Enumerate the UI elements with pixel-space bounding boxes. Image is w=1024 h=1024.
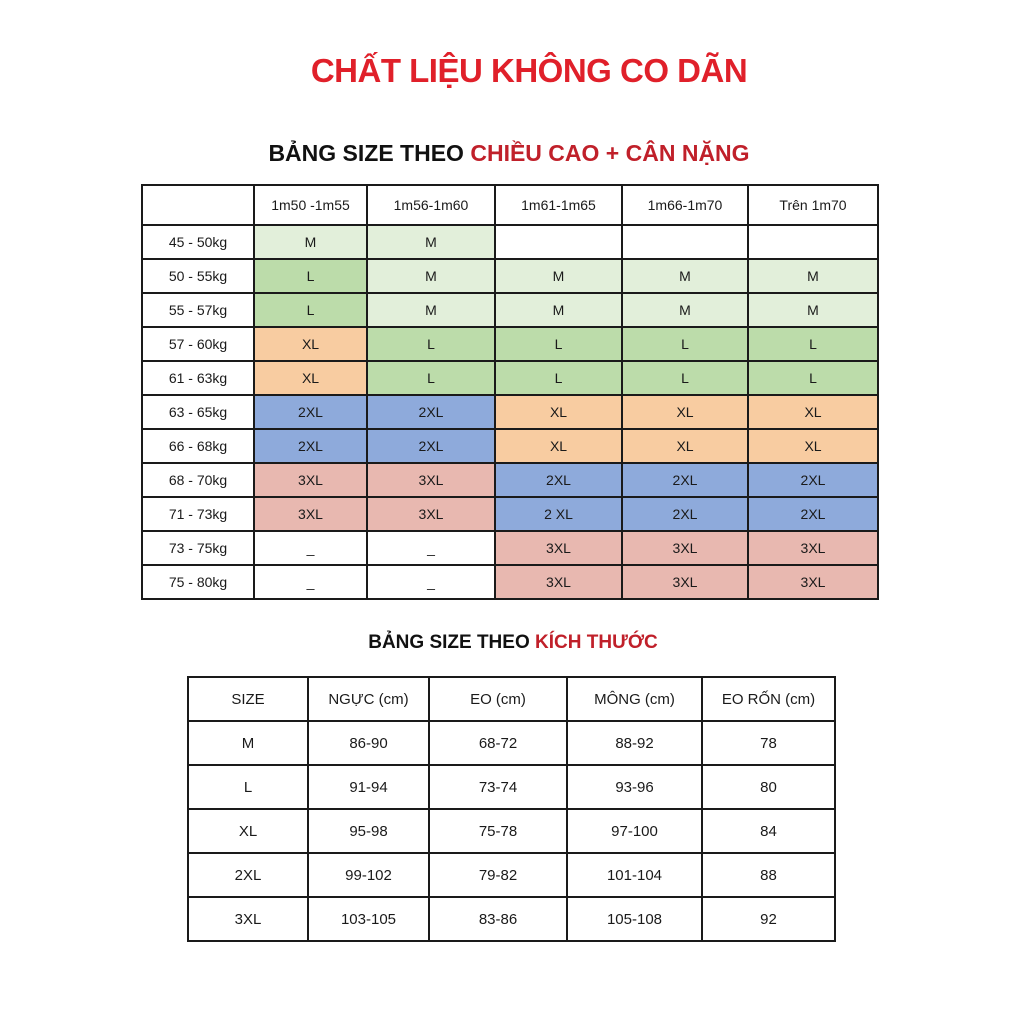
size-cell: XL bbox=[254, 361, 367, 395]
size-cell: 2XL bbox=[254, 429, 367, 463]
measurement-cell: 86-90 bbox=[308, 721, 429, 765]
size-cell bbox=[622, 225, 748, 259]
page-title: CHẤT LIỆU KHÔNG CO DÃN bbox=[310, 52, 748, 89]
size-label-cell: 3XL bbox=[188, 897, 308, 941]
size-cell: 3XL bbox=[495, 531, 622, 565]
weight-cell: 57 - 60kg bbox=[142, 327, 254, 361]
size-cell: 3XL bbox=[495, 565, 622, 599]
measurement-cell: 99-102 bbox=[308, 853, 429, 897]
size-cell: M bbox=[367, 259, 495, 293]
size-cell: 2XL bbox=[622, 497, 748, 531]
size-cell: 2XL bbox=[622, 463, 748, 497]
size-cell: L bbox=[254, 259, 367, 293]
measurement-size-table bbox=[187, 676, 836, 942]
size-cell: 2XL bbox=[748, 463, 878, 497]
size-cell: L bbox=[622, 327, 748, 361]
size-cell: L bbox=[495, 327, 622, 361]
table-row bbox=[142, 531, 878, 565]
height-header-cell: 1m61-1m65 bbox=[495, 185, 622, 225]
size-cell: 3XL bbox=[254, 463, 367, 497]
weight-cell: 61 - 63kg bbox=[142, 361, 254, 395]
size-cell: M bbox=[495, 259, 622, 293]
weight-cell: 75 - 80kg bbox=[142, 565, 254, 599]
measurement-cell: 95-98 bbox=[308, 809, 429, 853]
size-cell: XL bbox=[622, 395, 748, 429]
size-cell: 2XL bbox=[254, 395, 367, 429]
table-row bbox=[142, 429, 878, 463]
size-cell: 3XL bbox=[622, 531, 748, 565]
weight-cell: 73 - 75kg bbox=[142, 531, 254, 565]
size-cell: 3XL bbox=[367, 463, 495, 497]
size-cell: XL bbox=[495, 429, 622, 463]
measurement-cell: 88 bbox=[702, 853, 835, 897]
table-header-row bbox=[188, 677, 835, 721]
measurement-cell: 84 bbox=[702, 809, 835, 853]
size-cell: M bbox=[367, 225, 495, 259]
measurement-cell: 88-92 bbox=[567, 721, 702, 765]
table-header-row bbox=[142, 185, 878, 225]
weight-cell: 50 - 55kg bbox=[142, 259, 254, 293]
size-cell: L bbox=[622, 361, 748, 395]
size-cell: 2XL bbox=[495, 463, 622, 497]
measurement-cell: 105-108 bbox=[567, 897, 702, 941]
measurement-cell: 83-86 bbox=[429, 897, 567, 941]
size-label-cell: XL bbox=[188, 809, 308, 853]
size-cell: L bbox=[254, 293, 367, 327]
table-row bbox=[142, 327, 878, 361]
size-label-cell: L bbox=[188, 765, 308, 809]
size-cell: 2XL bbox=[367, 395, 495, 429]
size-cell: _ bbox=[254, 531, 367, 565]
height-header-cell: 1m66-1m70 bbox=[622, 185, 748, 225]
size-cell: M bbox=[748, 293, 878, 327]
height-header-cell: Trên 1m70 bbox=[748, 185, 878, 225]
measurement-cell: 80 bbox=[702, 765, 835, 809]
size-cell: XL bbox=[495, 395, 622, 429]
table-row bbox=[188, 765, 835, 809]
size-cell: M bbox=[622, 259, 748, 293]
size-cell: M bbox=[748, 259, 878, 293]
table-row bbox=[142, 565, 878, 599]
size-cell: M bbox=[622, 293, 748, 327]
measurement-cell: 93-96 bbox=[567, 765, 702, 809]
size-cell: _ bbox=[367, 531, 495, 565]
measurement-cell: 73-74 bbox=[429, 765, 567, 809]
size-cell: 2XL bbox=[748, 497, 878, 531]
height-weight-size-table bbox=[141, 184, 879, 600]
size-cell: 2 XL bbox=[495, 497, 622, 531]
height-header-cell: 1m50 -1m55 bbox=[254, 185, 367, 225]
title-red-part: CHIỀU CAO + CÂN NẶNG bbox=[470, 140, 750, 166]
weight-cell: 55 - 57kg bbox=[142, 293, 254, 327]
table-row bbox=[188, 853, 835, 897]
table-row bbox=[142, 225, 878, 259]
measurement-cell: 92 bbox=[702, 897, 835, 941]
column-header-cell: NGỰC (cm) bbox=[308, 677, 429, 721]
table-row bbox=[188, 897, 835, 941]
weight-cell: 66 - 68kg bbox=[142, 429, 254, 463]
height-weight-table-title bbox=[0, 140, 1018, 167]
corner-cell bbox=[142, 185, 254, 225]
size-cell: 3XL bbox=[748, 531, 878, 565]
measurement-cell: 97-100 bbox=[567, 809, 702, 853]
table-row bbox=[142, 293, 878, 327]
table-row bbox=[142, 361, 878, 395]
size-label-cell: M bbox=[188, 721, 308, 765]
column-header-cell: EO RỐN (cm) bbox=[702, 677, 835, 721]
size-cell: XL bbox=[622, 429, 748, 463]
measurement-cell: 79-82 bbox=[429, 853, 567, 897]
size-cell: M bbox=[254, 225, 367, 259]
title-red-part: KÍCH THƯỚC bbox=[535, 632, 658, 653]
size-cell: _ bbox=[254, 565, 367, 599]
measurement-cell: 91-94 bbox=[308, 765, 429, 809]
weight-cell: 71 - 73kg bbox=[142, 497, 254, 531]
size-cell: XL bbox=[254, 327, 367, 361]
table-row bbox=[142, 497, 878, 531]
weight-cell: 45 - 50kg bbox=[142, 225, 254, 259]
table-row bbox=[142, 463, 878, 497]
size-cell: _ bbox=[367, 565, 495, 599]
size-cell: L bbox=[748, 361, 878, 395]
size-cell: 3XL bbox=[367, 497, 495, 531]
size-cell: L bbox=[495, 361, 622, 395]
measurement-cell: 68-72 bbox=[429, 721, 567, 765]
size-cell: L bbox=[367, 327, 495, 361]
size-cell: 3XL bbox=[748, 565, 878, 599]
measurement-cell: 103-105 bbox=[308, 897, 429, 941]
column-header-cell: MÔNG (cm) bbox=[567, 677, 702, 721]
measurement-cell: 101-104 bbox=[567, 853, 702, 897]
size-cell: XL bbox=[748, 429, 878, 463]
table-row bbox=[142, 395, 878, 429]
table-row bbox=[142, 259, 878, 293]
size-cell: L bbox=[367, 361, 495, 395]
size-cell: XL bbox=[748, 395, 878, 429]
measurement-cell: 75-78 bbox=[429, 809, 567, 853]
size-cell bbox=[748, 225, 878, 259]
title-black-part: BẢNG SIZE THEO bbox=[368, 632, 536, 653]
measurement-table-title bbox=[0, 632, 1024, 654]
weight-cell: 68 - 70kg bbox=[142, 463, 254, 497]
column-header-cell: SIZE bbox=[188, 677, 308, 721]
measurement-cell: 78 bbox=[702, 721, 835, 765]
height-header-cell: 1m56-1m60 bbox=[367, 185, 495, 225]
column-header-cell: EO (cm) bbox=[429, 677, 567, 721]
size-cell: M bbox=[367, 293, 495, 327]
weight-cell: 63 - 65kg bbox=[142, 395, 254, 429]
size-cell: L bbox=[748, 327, 878, 361]
table-row bbox=[188, 721, 835, 765]
table-row bbox=[188, 809, 835, 853]
size-cell: 2XL bbox=[367, 429, 495, 463]
size-cell bbox=[495, 225, 622, 259]
size-cell: M bbox=[495, 293, 622, 327]
size-label-cell: 2XL bbox=[188, 853, 308, 897]
title-black-part: BẢNG SIZE THEO bbox=[268, 140, 471, 166]
size-cell: 3XL bbox=[622, 565, 748, 599]
size-cell: 3XL bbox=[254, 497, 367, 531]
